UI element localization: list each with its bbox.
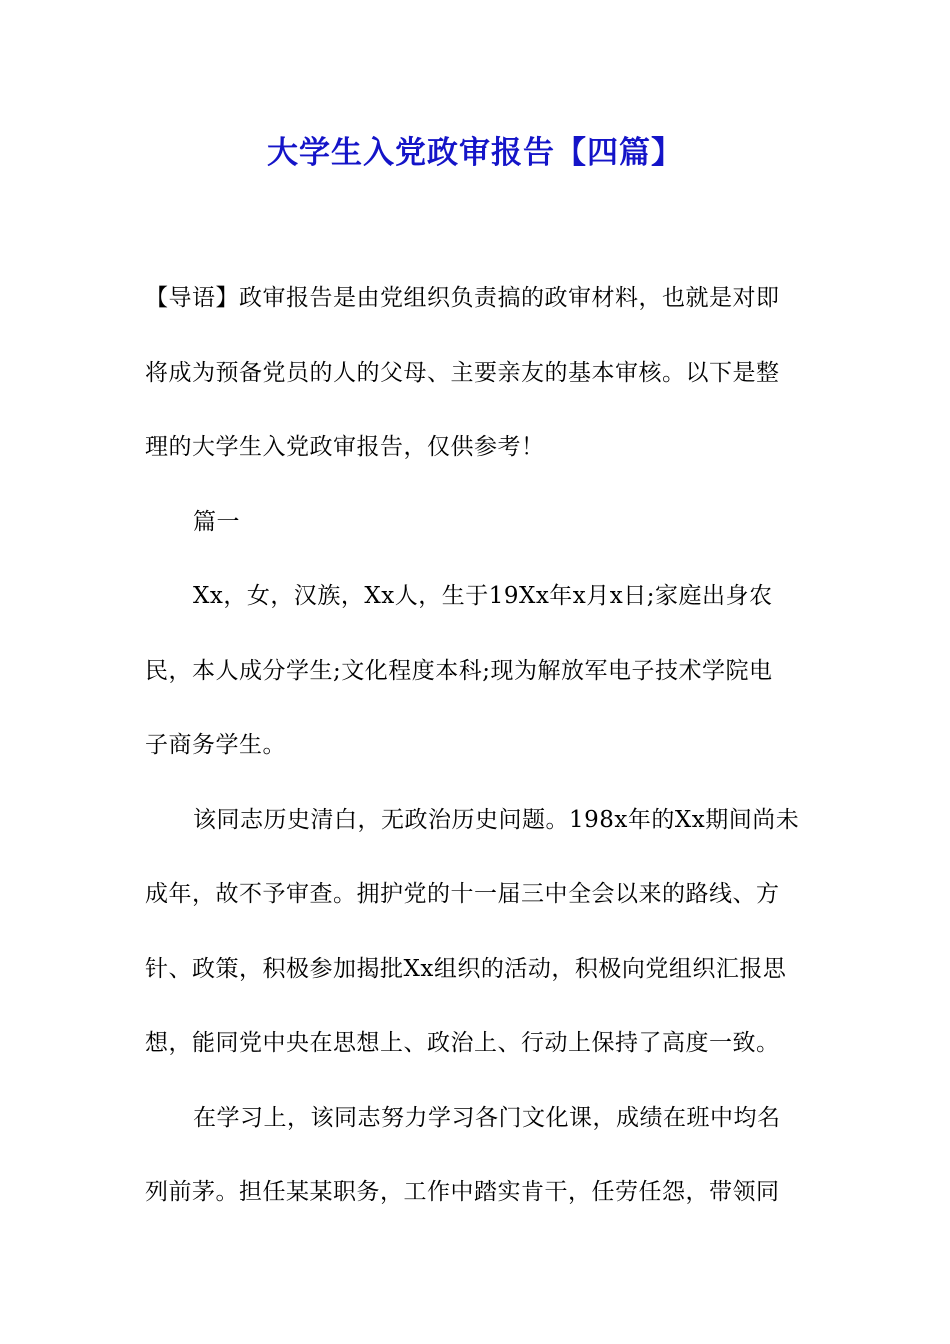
section-heading: 篇一: [193, 508, 240, 535]
intro-line-1: 【导语】政审报告是由党组织负责搞的政审材料，也就是对即: [145, 285, 780, 311]
paragraph-3-line-1: 在学习上，该同志努力学习各门文化课，成绩在班中均名: [193, 1104, 781, 1131]
paragraph-2-line-1: 该同志历史清白，无政治历史问题。198x年的Xx期间尚未: [193, 806, 800, 833]
paragraph-2-line-4: 想，能同党中央在思想上、政治上、行动上保持了高度一致。: [145, 1030, 780, 1056]
intro-line-3: 理的大学生入党政审报告，仅供参考！: [145, 434, 545, 460]
paragraph-3-line-2: 列前茅。担任某某职务，工作中踏实肯干，任劳任怨，带领同: [145, 1179, 780, 1205]
paragraph-1-line-1: Xx，女，汉族，Xx人，生于19Xx年x月x日;家庭出身农: [193, 583, 773, 609]
paragraph-2-line-2: 成年，故不予审查。拥护党的十一届三中全会以来的路线、方: [145, 881, 780, 907]
paragraph-2-line-3: 针、政策，积极参加揭批Xx组织的活动，积极向党组织汇报思: [145, 955, 787, 982]
document-title: 大学生入党政审报告【四篇】: [267, 135, 683, 171]
intro-line-2: 将成为预备党员的人的父母、主要亲友的基本审核。以下是整: [145, 359, 780, 386]
paragraph-1-line-2: 民，本人成分学生;文化程度本科;现为解放军电子技术学院电: [145, 657, 773, 684]
document-body: [145, 272, 810, 1241]
paragraph-1-line-3: 子商务学生。: [145, 732, 286, 758]
